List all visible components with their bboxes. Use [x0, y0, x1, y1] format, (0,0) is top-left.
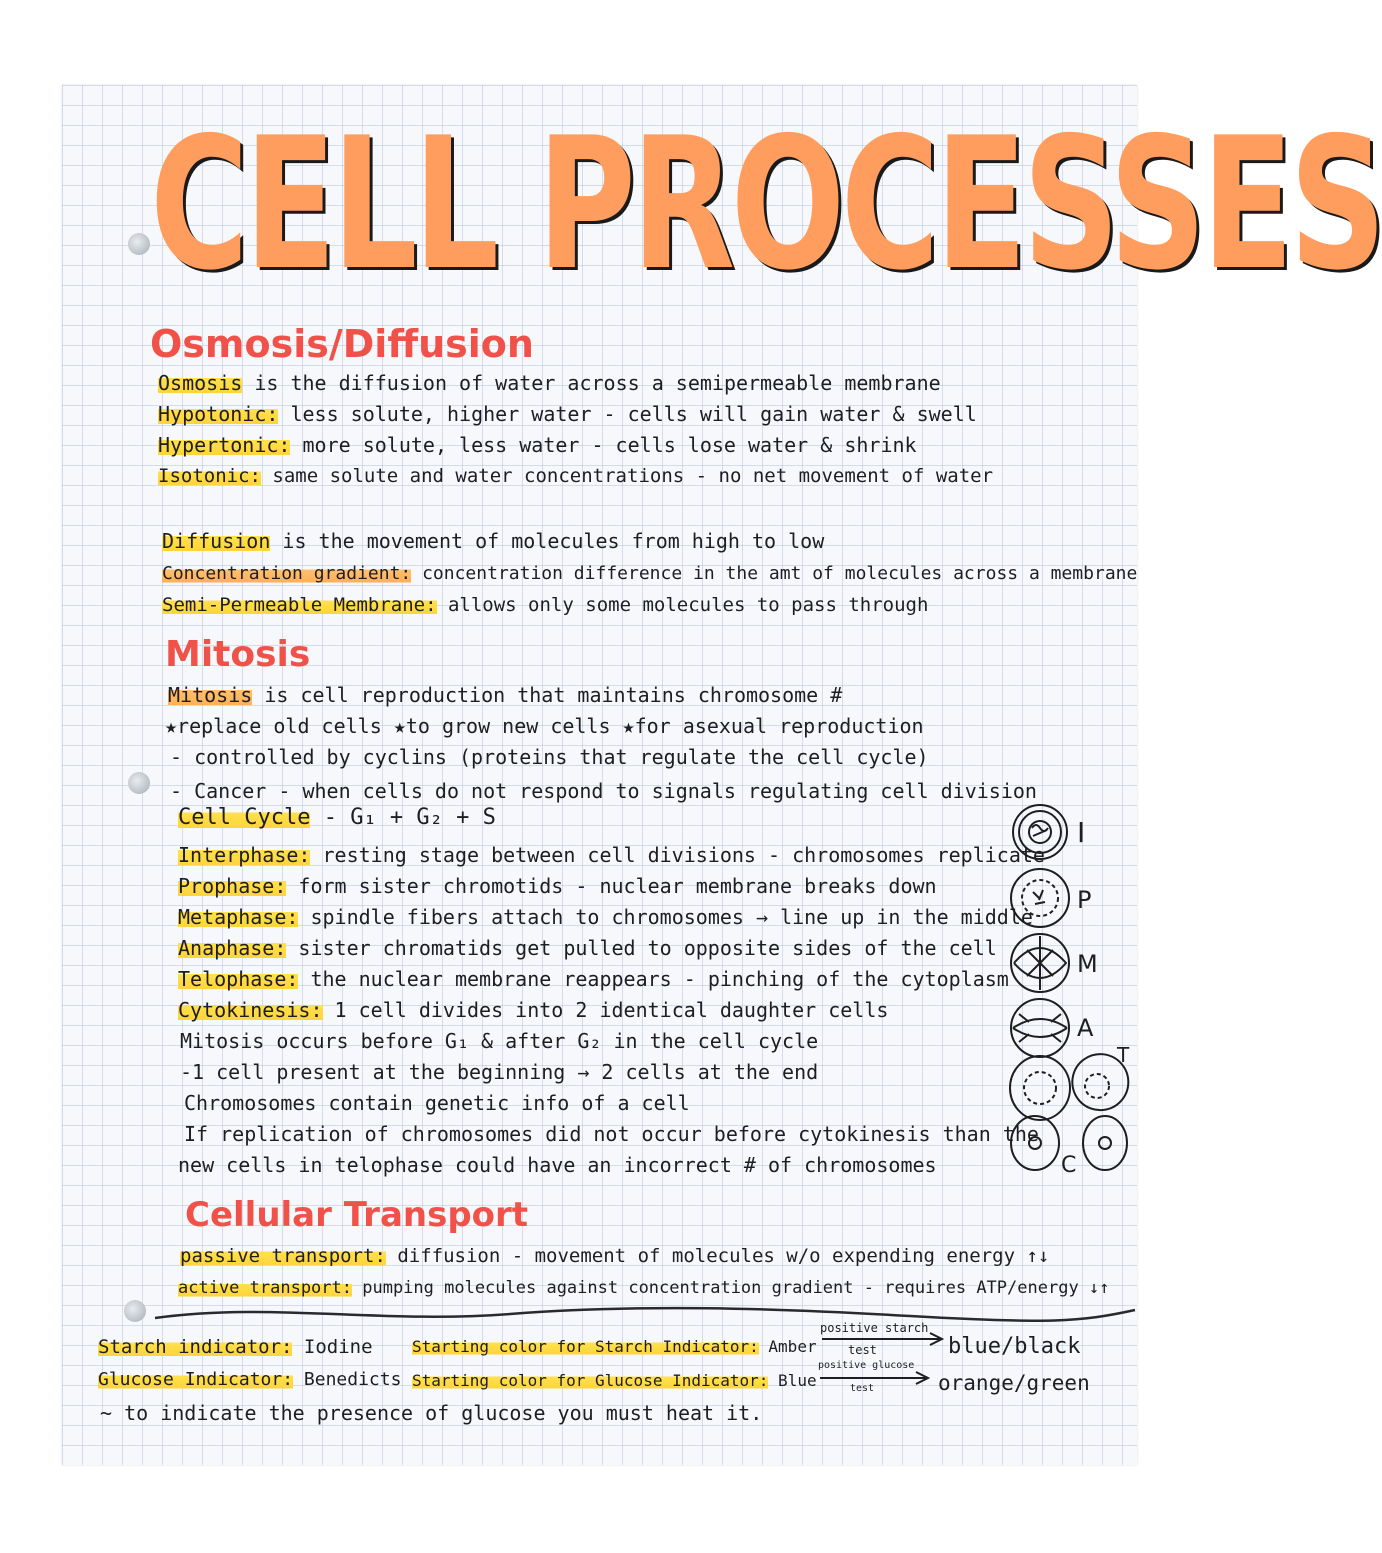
- definition: - G₁ + G₂ + S: [310, 805, 496, 830]
- starch-result: blue/black: [948, 1334, 1081, 1359]
- starch-arrow-bottom: test: [848, 1343, 877, 1357]
- glucose-arrow-bottom: test: [850, 1383, 875, 1394]
- definition: form sister chromotids - nuclear membrane breaks down: [286, 874, 937, 898]
- mitosis-line: [178, 873, 937, 899]
- mitosis-line: [178, 904, 1033, 930]
- term: Interphase:: [178, 843, 311, 867]
- mitosis-line: [178, 935, 997, 961]
- definition: diffusion - movement of molecules w/o expending energy ↑↓: [385, 1245, 1050, 1267]
- definition: sister chromatids get pulled to opposite sides of the cell: [286, 936, 997, 960]
- value: Blue: [768, 1371, 817, 1390]
- term: Semi-Permeable Membrane:: [162, 594, 437, 616]
- transport-line: [180, 1243, 1049, 1269]
- diffusion-line: [162, 561, 1137, 587]
- wavy-divider: [150, 1300, 1140, 1330]
- osmosis-line: [158, 463, 993, 489]
- value: Benedicts: [293, 1369, 402, 1390]
- term: Metaphase:: [178, 905, 299, 929]
- osmosis-line: [158, 370, 941, 396]
- page-title: CELL PROCESSES: [150, 98, 1382, 310]
- right-arrow-icon: [818, 1371, 936, 1385]
- mitosis-line: [178, 997, 888, 1023]
- osmosis-line: [158, 432, 917, 458]
- mitosis-line: If replication of chromosomes did not occur before cytokinesis than the: [184, 1122, 1039, 1146]
- label-telophase: T: [1117, 1043, 1130, 1067]
- definition: pumping molecules against concentration gradient - requires ATP/energy ↓↑: [352, 1278, 1110, 1298]
- section-heading-mitosis: Mitosis: [165, 634, 311, 675]
- glucose-color-line: [412, 1368, 817, 1394]
- starch-indicator-line: [98, 1334, 373, 1360]
- mitosis-line: - controlled by cyclins (proteins that regulate the cell cycle): [170, 745, 929, 769]
- definition: is the diffusion of water across a semipermeable membrane: [242, 371, 941, 395]
- definition: spindle fibers attach to chromosomes → line up in the middle: [298, 905, 1033, 929]
- term: Starting color for Starch Indicator:: [412, 1337, 759, 1356]
- mitosis-line: [178, 805, 496, 831]
- term: Mitosis: [168, 683, 253, 707]
- mitosis-line: Mitosis occurs before G₁ & after G₂ in the cell cycle: [180, 1029, 819, 1053]
- term: Starting color for Glucose Indicator:: [412, 1371, 769, 1390]
- definition: less solute, higher water - cells will gain water & swell: [278, 402, 977, 426]
- definition: more solute, less water - cells lose water & shrink: [290, 433, 917, 457]
- diffusion-line: [162, 528, 824, 554]
- term: Glucose Indicator:: [98, 1369, 294, 1390]
- section-heading-transport: Cellular Transport: [185, 1195, 529, 1235]
- transport-line: [178, 1275, 1109, 1301]
- glucose-result: orange/green: [938, 1371, 1090, 1395]
- right-arrow-icon: [820, 1332, 950, 1346]
- starch-color-line: [412, 1334, 817, 1360]
- mitosis-line: Chromosomes contain genetic info of a cell: [184, 1091, 690, 1115]
- mitosis-line: new cells in telophase could have an incorrect # of chromosomes: [178, 1153, 937, 1177]
- definition: the nuclear membrane reappears - pinching of the cytoplasm: [298, 967, 1009, 991]
- binder-hole: [128, 772, 150, 794]
- binder-hole: [124, 1300, 146, 1322]
- definition: 1 cell divides into 2 identical daughter cells: [322, 998, 889, 1022]
- section-heading-osmosis: Osmosis/Diffusion: [150, 322, 534, 366]
- term: Telophase:: [178, 967, 299, 991]
- term: Isotonic:: [158, 465, 261, 487]
- term: Hypotonic:: [158, 402, 279, 426]
- binder-hole: [128, 233, 150, 255]
- term: Osmosis: [158, 371, 243, 395]
- mitosis-line: [168, 682, 842, 708]
- cell-cycle-diagram: [1005, 800, 1140, 1180]
- label-interphase: I: [1077, 816, 1086, 849]
- value: Amber: [758, 1337, 817, 1356]
- mitosis-line: ★replace old cells ★to grow new cells ★for asexual reproduction: [165, 714, 924, 738]
- glucose-note: ~ to indicate the presence of glucose you must heat it.: [100, 1401, 763, 1425]
- mitosis-line: - Cancer - when cells do not respond to signals regulating cell division: [170, 779, 1037, 803]
- definition: is cell reproduction that maintains chromosome #: [252, 683, 843, 707]
- term: active transport:: [178, 1278, 352, 1298]
- glucose-indicator-line: [98, 1367, 401, 1393]
- term: passive transport:: [180, 1245, 386, 1267]
- term: Cytokinesis:: [178, 998, 323, 1022]
- value: Iodine: [292, 1336, 373, 1358]
- definition: concentration difference in the amt of molecules across a membrane: [411, 563, 1138, 584]
- definition: same solute and water concentrations - no net movement of water: [260, 465, 994, 487]
- term: Hypertonic:: [158, 433, 291, 457]
- term: Anaphase:: [178, 936, 287, 960]
- label-anaphase: A: [1077, 1014, 1094, 1042]
- starch-arrow-top: positive starch: [820, 1321, 929, 1335]
- term: Starch indicator:: [98, 1336, 293, 1358]
- glucose-arrow-top: positive glucose: [818, 1360, 915, 1371]
- osmosis-line: [158, 401, 977, 427]
- label-metaphase: M: [1077, 950, 1098, 978]
- mitosis-line: -1 cell present at the beginning → 2 cells at the end: [180, 1060, 819, 1084]
- label-prophase: P: [1077, 886, 1092, 914]
- mitosis-line: [178, 842, 1045, 868]
- definition: is the movement of molecules from high to low: [270, 529, 825, 553]
- term: Concentration gradient:: [162, 563, 412, 584]
- label-cytokinesis: C: [1061, 1153, 1077, 1178]
- diffusion-line: [162, 592, 928, 618]
- mitosis-line: [178, 966, 1009, 992]
- definition: allows only some molecules to pass through: [436, 594, 929, 616]
- term: Cell Cycle: [178, 805, 311, 830]
- term: Prophase:: [178, 874, 287, 898]
- term: Diffusion: [162, 529, 271, 553]
- definition: resting stage between cell divisions - chromosomes replicate: [310, 843, 1045, 867]
